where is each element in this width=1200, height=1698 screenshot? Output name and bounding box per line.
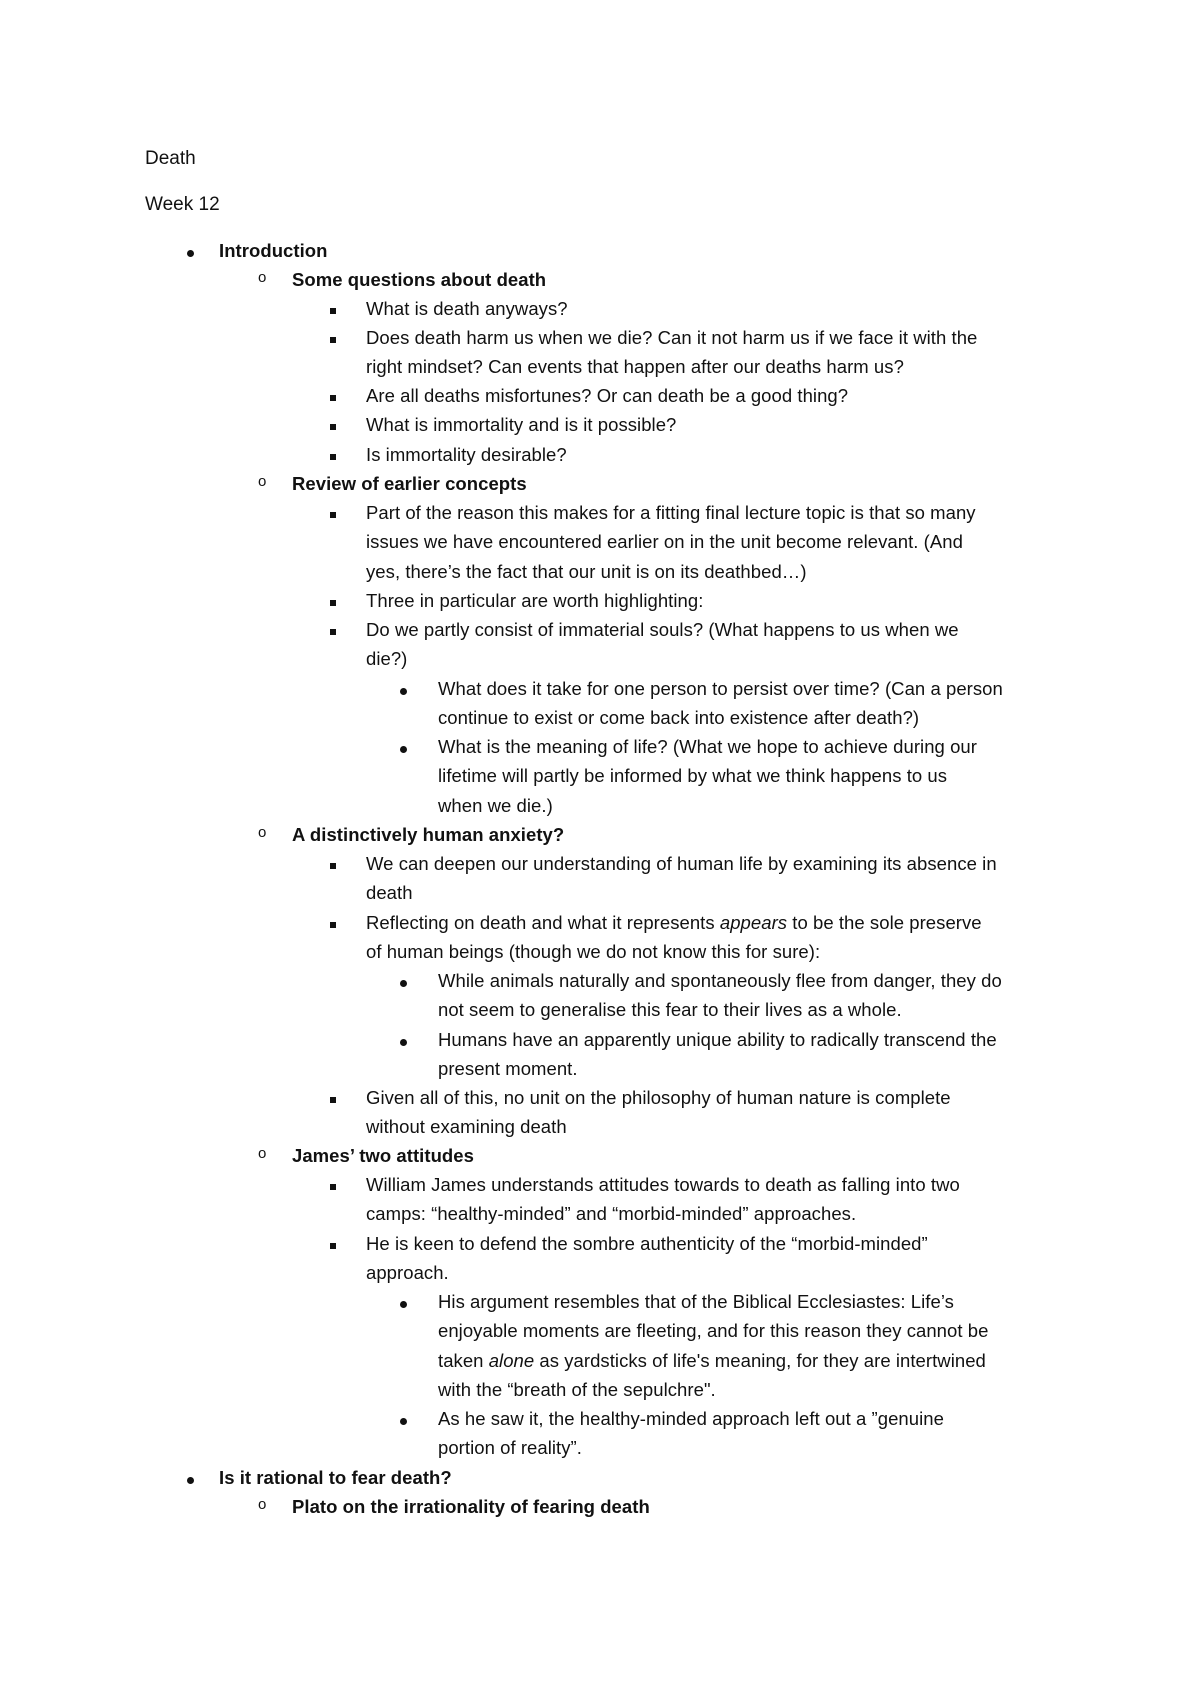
- level3-bullet-icon: [330, 337, 336, 343]
- list-item-continued: yes, there’s the fact that our unit is on its deathbed…): [366, 561, 807, 582]
- section-heading-introduction: Introduction: [219, 240, 328, 261]
- list-item: What is immortality and is it possible?: [366, 414, 677, 435]
- list-item: Three in particular are worth highlighting:: [366, 590, 704, 611]
- list-item: He is keen to defend the sombre authenticity of the “morbid-minded”: [366, 1233, 928, 1254]
- subheading-james-attitudes: James’ two attitudes: [292, 1145, 474, 1166]
- level4-bullet-icon: [400, 1418, 407, 1425]
- section-heading-rational-fear: Is it rational to fear death?: [219, 1467, 452, 1488]
- level2-bullet-icon: o: [258, 1496, 267, 1513]
- emphasis-text: alone: [488, 1350, 535, 1371]
- list-item-continued: enjoyable moments are fleeting, and for this reason they cannot be: [438, 1320, 989, 1341]
- list-item-continued: approach.: [366, 1262, 449, 1283]
- level4-bullet-icon: [400, 1039, 407, 1046]
- level4-bullet-icon: [400, 688, 407, 695]
- level1-bullet-icon: [187, 250, 194, 257]
- level3-bullet-icon: [330, 395, 336, 401]
- list-item: We can deepen our understanding of human life by examining its absence in: [366, 853, 997, 874]
- list-item-continued: right mindset? Can events that happen after our deaths harm us?: [366, 356, 904, 377]
- list-item-continued: portion of reality”.: [438, 1437, 582, 1458]
- list-item-with-emphasis: [366, 912, 982, 934]
- list-item: While animals naturally and spontaneously flee from danger, they do: [438, 970, 1002, 991]
- emphasis-text: appears: [719, 912, 788, 933]
- level3-bullet-icon: [330, 512, 336, 518]
- week-label: Week 12: [145, 194, 220, 215]
- level3-bullet-icon: [330, 454, 336, 460]
- list-item-continued: not seem to generalise this fear to their lives as a whole.: [438, 999, 902, 1020]
- list-item: As he saw it, the healthy-minded approach left out a ”genuine: [438, 1408, 944, 1429]
- list-item: What is death anyways?: [366, 298, 568, 319]
- level2-bullet-icon: o: [258, 473, 267, 490]
- level4-bullet-icon: [400, 746, 407, 753]
- level3-bullet-icon: [330, 863, 336, 869]
- list-item-continued: issues we have encountered earlier on in the unit become relevant. (And: [366, 531, 963, 552]
- list-item-continued: camps: “healthy-minded” and “morbid-minded” approaches.: [366, 1203, 857, 1224]
- subheading-human-anxiety: A distinctively human anxiety?: [292, 824, 565, 845]
- text-segment: as yardsticks of life's meaning, for they are intertwined: [534, 1350, 986, 1371]
- list-item-continued: die?): [366, 648, 408, 669]
- list-item-with-emphasis: [438, 1350, 986, 1372]
- list-item: Part of the reason this makes for a fitting final lecture topic is that so many: [366, 502, 976, 523]
- level2-bullet-icon: o: [258, 269, 267, 286]
- list-item-continued: death: [366, 882, 413, 903]
- list-item: William James understands attitudes towards to death as falling into two: [366, 1174, 960, 1195]
- level1-bullet-icon: [187, 1477, 194, 1484]
- list-item: Do we partly consist of immaterial souls? (What happens to us when we: [366, 619, 959, 640]
- list-item: Are all deaths misfortunes? Or can death be a good thing?: [366, 385, 849, 406]
- subheading-review: Review of earlier concepts: [292, 473, 527, 494]
- level3-bullet-icon: [330, 308, 336, 314]
- level2-bullet-icon: o: [258, 824, 267, 841]
- list-item-continued: without examining death: [366, 1116, 567, 1137]
- text-segment: taken: [438, 1350, 489, 1371]
- level3-bullet-icon: [330, 1097, 336, 1103]
- subheading-plato: Plato on the irrationality of fearing death: [292, 1496, 650, 1517]
- level3-bullet-icon: [330, 1184, 336, 1190]
- list-item-continued: of human beings (though we do not know this for sure):: [366, 941, 821, 962]
- level3-bullet-icon: [330, 922, 336, 928]
- list-item-continued: with the “breath of the sepulchre".: [438, 1379, 716, 1400]
- list-item: What does it take for one person to persist over time? (Can a person: [438, 678, 1003, 699]
- level2-bullet-icon: o: [258, 1145, 267, 1162]
- level3-bullet-icon: [330, 1243, 336, 1249]
- text-segment: to be the sole preserve: [787, 912, 982, 933]
- list-item: Humans have an apparently unique ability to radically transcend the: [438, 1029, 997, 1050]
- list-item: Is immortality desirable?: [366, 444, 567, 465]
- list-item-continued: when we die.): [438, 795, 553, 816]
- list-item: Given all of this, no unit on the philosophy of human nature is complete: [366, 1087, 951, 1108]
- level4-bullet-icon: [400, 980, 407, 987]
- list-item-continued: continue to exist or come back into existence after death?): [438, 707, 920, 728]
- list-item-continued: present moment.: [438, 1058, 578, 1079]
- level3-bullet-icon: [330, 424, 336, 430]
- document-title: Death: [145, 148, 196, 169]
- level3-bullet-icon: [330, 600, 336, 606]
- list-item: What is the meaning of life? (What we hope to achieve during our: [438, 736, 977, 757]
- list-item: His argument resembles that of the Biblical Ecclesiastes: Life’s: [438, 1291, 954, 1312]
- subheading-some-questions: Some questions about death: [292, 269, 547, 290]
- list-item-continued: lifetime will partly be informed by what we think happens to us: [438, 765, 948, 786]
- level3-bullet-icon: [330, 629, 336, 635]
- text-segment: Reflecting on death and what it represents: [366, 912, 720, 933]
- list-item: Does death harm us when we die? Can it not harm us if we face it with the: [366, 327, 978, 348]
- level4-bullet-icon: [400, 1301, 407, 1308]
